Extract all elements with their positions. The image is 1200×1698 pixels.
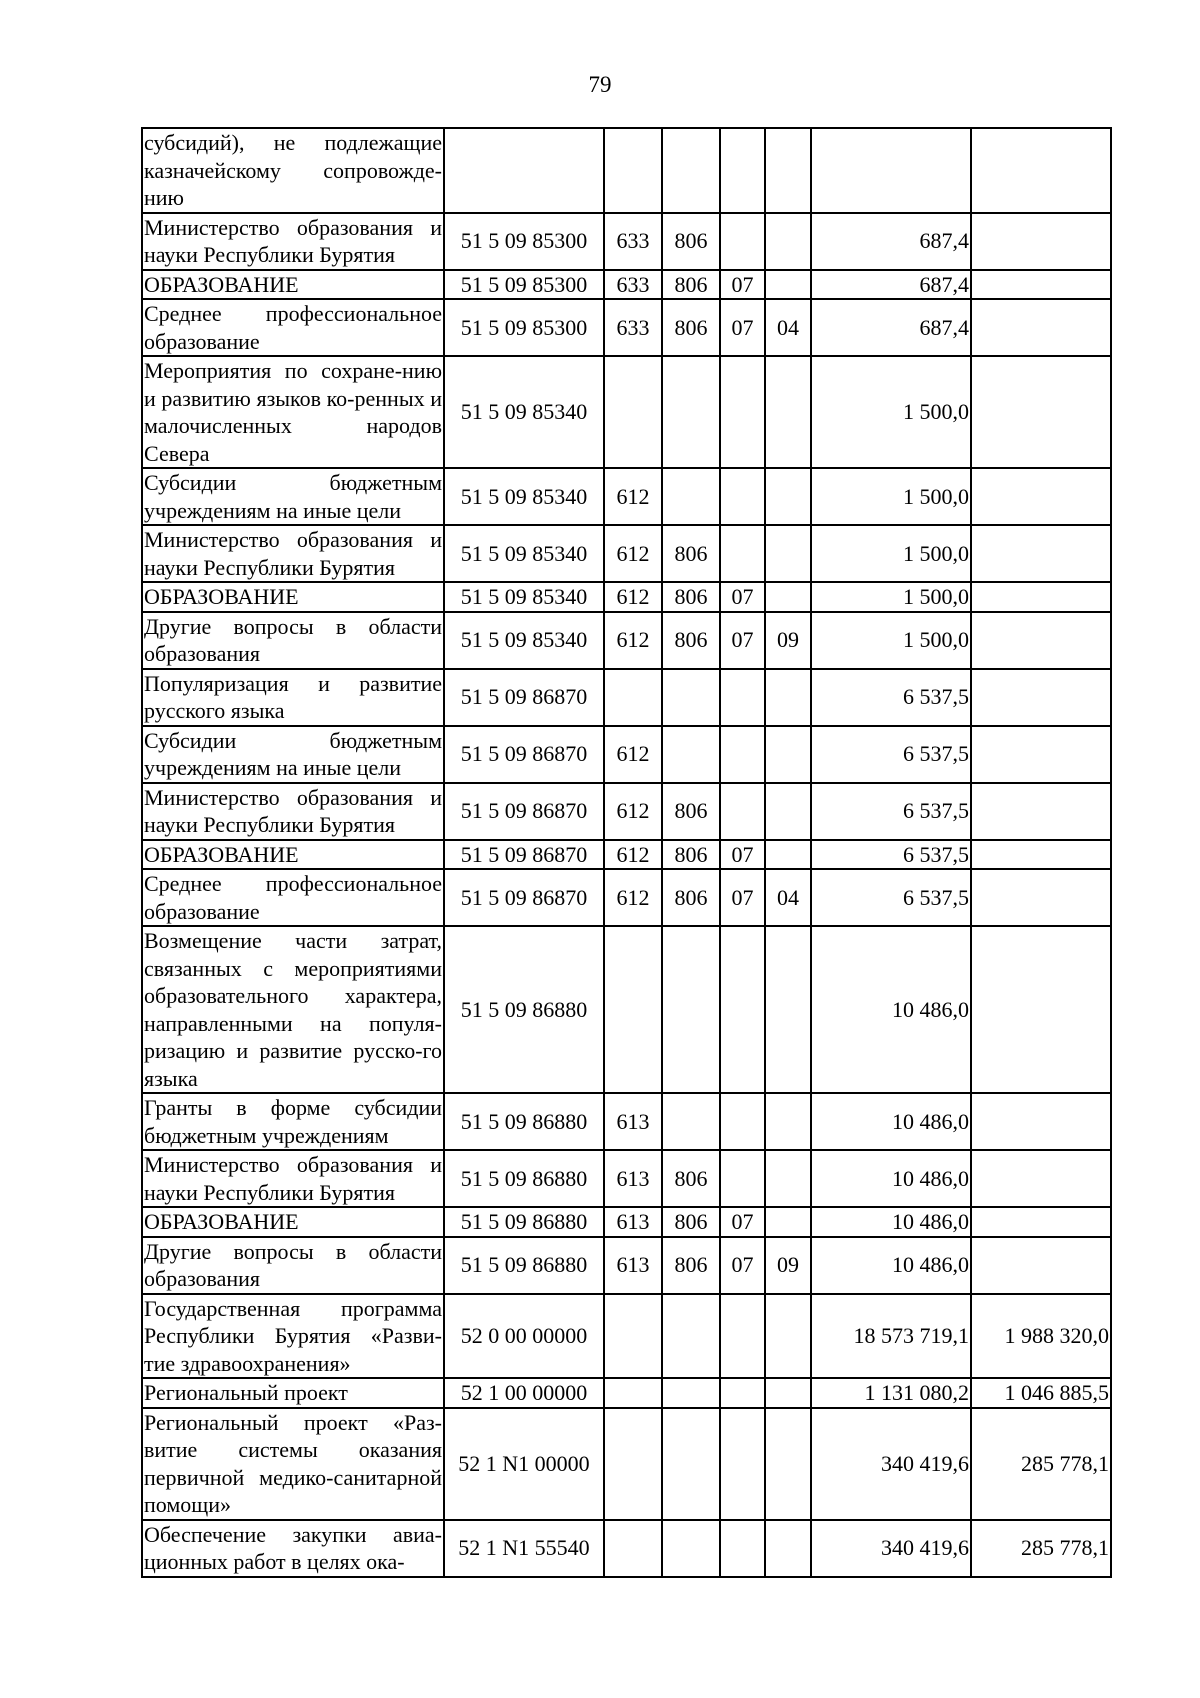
item-name-cell: Государственная программа Республики Бурятия «Разви-тие здравоохранения» bbox=[142, 1294, 444, 1379]
amount-federal-cell bbox=[971, 356, 1111, 468]
administrator-code-cell bbox=[662, 468, 720, 525]
amount-total-cell: 340 419,6 bbox=[811, 1520, 971, 1577]
expense-type-code-cell: 613 bbox=[604, 1207, 662, 1237]
section-code-cell: 07 bbox=[720, 869, 765, 926]
administrator-code-cell bbox=[662, 1093, 720, 1150]
table-row bbox=[142, 1207, 1111, 1237]
administrator-code-cell: 806 bbox=[662, 783, 720, 840]
table-row bbox=[142, 1378, 1111, 1408]
amount-federal-cell bbox=[971, 299, 1111, 356]
amount-total-cell: 687,4 bbox=[811, 270, 971, 300]
subsection-code-cell bbox=[765, 525, 811, 582]
amount-total-cell: 6 537,5 bbox=[811, 840, 971, 870]
target-article-code-cell: 51 5 09 85340 bbox=[444, 525, 604, 582]
section-code-cell bbox=[720, 669, 765, 726]
section-code-cell bbox=[720, 128, 765, 213]
expense-type-code-cell bbox=[604, 1378, 662, 1408]
subsection-code-cell bbox=[765, 356, 811, 468]
expense-type-code-cell bbox=[604, 1294, 662, 1379]
amount-total-cell: 10 486,0 bbox=[811, 1150, 971, 1207]
table-row bbox=[142, 1237, 1111, 1294]
subsection-code-cell bbox=[765, 1408, 811, 1520]
target-article-code-cell: 51 5 09 86870 bbox=[444, 869, 604, 926]
item-name-cell: Возмещение части затрат, связанных с мероприятиями образовательного характера, направленными на популя-ризацию и развитие русско-го языка bbox=[142, 926, 444, 1093]
expense-type-code-cell: 633 bbox=[604, 299, 662, 356]
section-code-cell bbox=[720, 1093, 765, 1150]
table-row bbox=[142, 612, 1111, 669]
table-row bbox=[142, 128, 1111, 213]
item-name-cell: ОБРАЗОВАНИЕ bbox=[142, 582, 444, 612]
amount-total-cell: 1 500,0 bbox=[811, 468, 971, 525]
expense-type-code-cell: 612 bbox=[604, 726, 662, 783]
amount-federal-cell: 285 778,1 bbox=[971, 1520, 1111, 1577]
target-article-code-cell: 51 5 09 86880 bbox=[444, 1093, 604, 1150]
target-article-code-cell: 51 5 09 85300 bbox=[444, 270, 604, 300]
administrator-code-cell bbox=[662, 669, 720, 726]
target-article-code-cell: 51 5 09 86870 bbox=[444, 726, 604, 783]
table-row bbox=[142, 356, 1111, 468]
target-article-code-cell: 51 5 09 85300 bbox=[444, 213, 604, 270]
amount-total-cell bbox=[811, 128, 971, 213]
section-code-cell bbox=[720, 525, 765, 582]
expense-type-code-cell: 612 bbox=[604, 869, 662, 926]
target-article-code-cell: 52 1 00 00000 bbox=[444, 1378, 604, 1408]
expense-type-code-cell bbox=[604, 1520, 662, 1577]
item-name-cell: Министерство образования и науки Республики Бурятия bbox=[142, 1150, 444, 1207]
administrator-code-cell bbox=[662, 1520, 720, 1577]
target-article-code-cell: 51 5 09 85300 bbox=[444, 299, 604, 356]
target-article-code-cell: 51 5 09 85340 bbox=[444, 356, 604, 468]
item-name-cell: Региональный проект «Раз-витие системы оказания первичной медико-санитарной помощи» bbox=[142, 1408, 444, 1520]
subsection-code-cell bbox=[765, 1294, 811, 1379]
section-code-cell bbox=[720, 783, 765, 840]
amount-total-cell: 6 537,5 bbox=[811, 726, 971, 783]
amount-federal-cell bbox=[971, 1093, 1111, 1150]
table-row bbox=[142, 213, 1111, 270]
item-name-cell: Субсидии бюджетным учреждениям на иные цели bbox=[142, 726, 444, 783]
amount-federal-cell bbox=[971, 840, 1111, 870]
item-name-cell: Мероприятия по сохране-нию и развитию языков ко-ренных и малочисленных народов Севера bbox=[142, 356, 444, 468]
amount-federal-cell: 1 988 320,0 bbox=[971, 1294, 1111, 1379]
target-article-code-cell: 51 5 09 85340 bbox=[444, 468, 604, 525]
subsection-code-cell bbox=[765, 840, 811, 870]
amount-total-cell: 1 500,0 bbox=[811, 525, 971, 582]
section-code-cell bbox=[720, 356, 765, 468]
administrator-code-cell bbox=[662, 1378, 720, 1408]
table-row bbox=[142, 783, 1111, 840]
table-row bbox=[142, 726, 1111, 783]
section-code-cell: 07 bbox=[720, 1207, 765, 1237]
section-code-cell bbox=[720, 1408, 765, 1520]
target-article-code-cell: 51 5 09 86870 bbox=[444, 783, 604, 840]
table-row bbox=[142, 1150, 1111, 1207]
subsection-code-cell bbox=[765, 1150, 811, 1207]
table-row bbox=[142, 1520, 1111, 1577]
amount-federal-cell bbox=[971, 1237, 1111, 1294]
section-code-cell bbox=[720, 1378, 765, 1408]
expense-type-code-cell: 633 bbox=[604, 213, 662, 270]
amount-federal-cell bbox=[971, 612, 1111, 669]
budget-table bbox=[141, 127, 1112, 1578]
page-number: 79 bbox=[588, 72, 612, 97]
amount-total-cell: 10 486,0 bbox=[811, 1237, 971, 1294]
subsection-code-cell bbox=[765, 582, 811, 612]
section-code-cell: 07 bbox=[720, 1237, 765, 1294]
section-code-cell: 07 bbox=[720, 270, 765, 300]
amount-federal-cell bbox=[971, 270, 1111, 300]
table-row bbox=[142, 299, 1111, 356]
amount-total-cell: 10 486,0 bbox=[811, 926, 971, 1093]
item-name-cell: Другие вопросы в области образования bbox=[142, 612, 444, 669]
amount-total-cell: 687,4 bbox=[811, 213, 971, 270]
target-article-code-cell: 51 5 09 86880 bbox=[444, 926, 604, 1093]
amount-federal-cell bbox=[971, 128, 1111, 213]
expense-type-code-cell: 612 bbox=[604, 525, 662, 582]
item-name-cell: Гранты в форме субсидии бюджетным учреждениям bbox=[142, 1093, 444, 1150]
amount-total-cell: 340 419,6 bbox=[811, 1408, 971, 1520]
amount-federal-cell bbox=[971, 213, 1111, 270]
item-name-cell: ОБРАЗОВАНИЕ bbox=[142, 840, 444, 870]
administrator-code-cell: 806 bbox=[662, 525, 720, 582]
amount-federal-cell bbox=[971, 1150, 1111, 1207]
expense-type-code-cell bbox=[604, 669, 662, 726]
amount-total-cell: 687,4 bbox=[811, 299, 971, 356]
administrator-code-cell bbox=[662, 1294, 720, 1379]
item-name-cell: Министерство образования и науки Республики Бурятия bbox=[142, 783, 444, 840]
administrator-code-cell bbox=[662, 128, 720, 213]
amount-federal-cell bbox=[971, 926, 1111, 1093]
section-code-cell bbox=[720, 1150, 765, 1207]
section-code-cell bbox=[720, 1294, 765, 1379]
item-name-cell: Министерство образования и науки Республики Бурятия bbox=[142, 525, 444, 582]
subsection-code-cell bbox=[765, 213, 811, 270]
subsection-code-cell bbox=[765, 1207, 811, 1237]
amount-federal-cell bbox=[971, 783, 1111, 840]
administrator-code-cell: 806 bbox=[662, 582, 720, 612]
amount-federal-cell bbox=[971, 869, 1111, 926]
subsection-code-cell: 09 bbox=[765, 1237, 811, 1294]
table-row bbox=[142, 270, 1111, 300]
item-name-cell: Обеспечение закупки авиа-ционных работ в целях ока- bbox=[142, 1520, 444, 1577]
administrator-code-cell bbox=[662, 1408, 720, 1520]
administrator-code-cell bbox=[662, 926, 720, 1093]
target-article-code-cell: 51 5 09 86870 bbox=[444, 840, 604, 870]
table-row bbox=[142, 1093, 1111, 1150]
subsection-code-cell bbox=[765, 468, 811, 525]
amount-total-cell: 18 573 719,1 bbox=[811, 1294, 971, 1379]
administrator-code-cell: 806 bbox=[662, 869, 720, 926]
target-article-code-cell: 51 5 09 86880 bbox=[444, 1150, 604, 1207]
amount-federal-cell bbox=[971, 582, 1111, 612]
subsection-code-cell: 04 bbox=[765, 299, 811, 356]
administrator-code-cell: 806 bbox=[662, 213, 720, 270]
table-row bbox=[142, 669, 1111, 726]
administrator-code-cell: 806 bbox=[662, 270, 720, 300]
expense-type-code-cell bbox=[604, 356, 662, 468]
section-code-cell bbox=[720, 213, 765, 270]
target-article-code-cell: 51 5 09 86880 bbox=[444, 1237, 604, 1294]
expense-type-code-cell: 613 bbox=[604, 1237, 662, 1294]
subsection-code-cell bbox=[765, 128, 811, 213]
target-article-code-cell: 51 5 09 85340 bbox=[444, 582, 604, 612]
item-name-cell: Министерство образования и науки Республики Бурятия bbox=[142, 213, 444, 270]
amount-federal-cell bbox=[971, 468, 1111, 525]
amount-total-cell: 6 537,5 bbox=[811, 669, 971, 726]
amount-federal-cell bbox=[971, 1207, 1111, 1237]
table-row bbox=[142, 468, 1111, 525]
subsection-code-cell: 04 bbox=[765, 869, 811, 926]
amount-total-cell: 6 537,5 bbox=[811, 783, 971, 840]
administrator-code-cell: 806 bbox=[662, 299, 720, 356]
amount-total-cell: 10 486,0 bbox=[811, 1207, 971, 1237]
target-article-code-cell: 51 5 09 86870 bbox=[444, 669, 604, 726]
section-code-cell: 07 bbox=[720, 299, 765, 356]
administrator-code-cell: 806 bbox=[662, 1207, 720, 1237]
target-article-code-cell: 52 1 N1 00000 bbox=[444, 1408, 604, 1520]
subsection-code-cell bbox=[765, 783, 811, 840]
item-name-cell: Другие вопросы в области образования bbox=[142, 1237, 444, 1294]
subsection-code-cell bbox=[765, 1093, 811, 1150]
item-name-cell: Среднее профессиональное образование bbox=[142, 869, 444, 926]
amount-federal-cell bbox=[971, 525, 1111, 582]
amount-federal-cell: 1 046 885,5 bbox=[971, 1378, 1111, 1408]
expense-type-code-cell: 612 bbox=[604, 582, 662, 612]
subsection-code-cell bbox=[765, 1378, 811, 1408]
amount-total-cell: 6 537,5 bbox=[811, 869, 971, 926]
amount-total-cell: 1 500,0 bbox=[811, 356, 971, 468]
table-row bbox=[142, 1408, 1111, 1520]
table-row bbox=[142, 869, 1111, 926]
amount-federal-cell bbox=[971, 669, 1111, 726]
table-row bbox=[142, 1294, 1111, 1379]
expense-type-code-cell: 613 bbox=[604, 1093, 662, 1150]
expense-type-code-cell bbox=[604, 128, 662, 213]
subsection-code-cell bbox=[765, 270, 811, 300]
section-code-cell bbox=[720, 726, 765, 783]
expense-type-code-cell: 612 bbox=[604, 612, 662, 669]
target-article-code-cell: 51 5 09 85340 bbox=[444, 612, 604, 669]
target-article-code-cell: 52 0 00 00000 bbox=[444, 1294, 604, 1379]
subsection-code-cell bbox=[765, 726, 811, 783]
table-row bbox=[142, 926, 1111, 1093]
target-article-code-cell: 51 5 09 86880 bbox=[444, 1207, 604, 1237]
expense-type-code-cell: 612 bbox=[604, 840, 662, 870]
budget-table-body bbox=[142, 128, 1111, 1577]
expense-type-code-cell: 612 bbox=[604, 468, 662, 525]
subsection-code-cell bbox=[765, 926, 811, 1093]
section-code-cell bbox=[720, 926, 765, 1093]
administrator-code-cell: 806 bbox=[662, 1237, 720, 1294]
section-code-cell: 07 bbox=[720, 840, 765, 870]
section-code-cell: 07 bbox=[720, 582, 765, 612]
amount-total-cell: 1 500,0 bbox=[811, 612, 971, 669]
table-row bbox=[142, 582, 1111, 612]
amount-federal-cell: 285 778,1 bbox=[971, 1408, 1111, 1520]
administrator-code-cell bbox=[662, 726, 720, 783]
table-row bbox=[142, 525, 1111, 582]
section-code-cell bbox=[720, 468, 765, 525]
item-name-cell: Региональный проект bbox=[142, 1378, 444, 1408]
administrator-code-cell: 806 bbox=[662, 1150, 720, 1207]
administrator-code-cell: 806 bbox=[662, 840, 720, 870]
expense-type-code-cell bbox=[604, 1408, 662, 1520]
expense-type-code-cell bbox=[604, 926, 662, 1093]
subsection-code-cell bbox=[765, 1520, 811, 1577]
administrator-code-cell bbox=[662, 356, 720, 468]
expense-type-code-cell: 613 bbox=[604, 1150, 662, 1207]
item-name-cell: Популяризация и развитие русского языка bbox=[142, 669, 444, 726]
item-name-cell: Субсидии бюджетным учреждениям на иные цели bbox=[142, 468, 444, 525]
amount-total-cell: 1 131 080,2 bbox=[811, 1378, 971, 1408]
item-name-cell: субсидий), не подлежащие казначейскому сопровожде-нию bbox=[142, 128, 444, 213]
administrator-code-cell: 806 bbox=[662, 612, 720, 669]
amount-total-cell: 1 500,0 bbox=[811, 582, 971, 612]
section-code-cell bbox=[720, 1520, 765, 1577]
item-name-cell: ОБРАЗОВАНИЕ bbox=[142, 1207, 444, 1237]
subsection-code-cell bbox=[765, 669, 811, 726]
item-name-cell: Среднее профессиональное образование bbox=[142, 299, 444, 356]
target-article-code-cell: 52 1 N1 55540 bbox=[444, 1520, 604, 1577]
target-article-code-cell bbox=[444, 128, 604, 213]
expense-type-code-cell: 633 bbox=[604, 270, 662, 300]
section-code-cell: 07 bbox=[720, 612, 765, 669]
amount-total-cell: 10 486,0 bbox=[811, 1093, 971, 1150]
item-name-cell: ОБРАЗОВАНИЕ bbox=[142, 270, 444, 300]
expense-type-code-cell: 612 bbox=[604, 783, 662, 840]
subsection-code-cell: 09 bbox=[765, 612, 811, 669]
table-row bbox=[142, 840, 1111, 870]
amount-federal-cell bbox=[971, 726, 1111, 783]
